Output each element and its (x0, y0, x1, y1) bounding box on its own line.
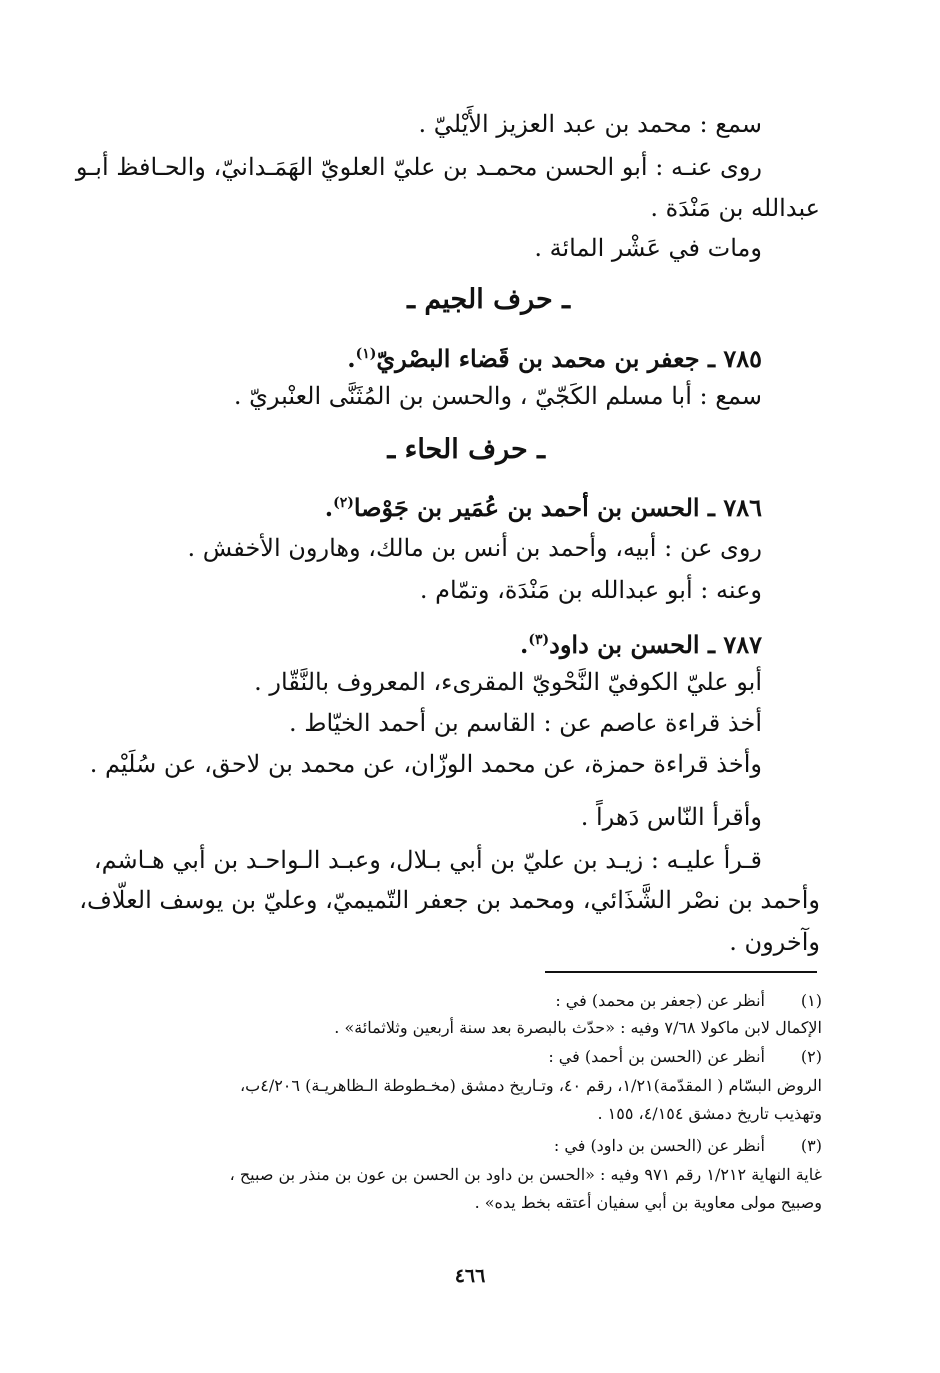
entry-785-title (347, 337, 762, 376)
text-line-death: ومات في عَشْر المائة . (534, 234, 762, 262)
footnote-3-line: وصبيح مولى معاوية بن أبي سفيان أعتقه بخط يده» . (474, 1193, 822, 1212)
entry-785-end: . (347, 344, 356, 373)
entry-787-nisba: أبو عليّ الكوفيّ النَّحْويّ المقرىء، المعروف بالنَّقّار . (254, 668, 762, 696)
section-heading-ha: ـ حرف الحاء ـ (387, 434, 545, 465)
entry-787-aqraa: وأقرأ النّاس دَهراً . (580, 803, 762, 831)
footnote-2-line: وتهذيب تاريخ دمشق ٤/١٥٤، ١٥٥ . (597, 1104, 822, 1123)
entry-785-name: ٧٨٥ ـ جعفر بن محمد بن قَضاء البصْريّ (376, 344, 762, 373)
entry-786-title (325, 486, 762, 525)
page-number: ٤٦٦ (454, 1265, 486, 1287)
footnote-separator (545, 971, 817, 973)
footnote-1-number: (١) (800, 991, 822, 1010)
entry-787-akharun: وآخرون . (729, 928, 820, 956)
footnote-3-line: غاية النهاية ١/٢١٢ رقم ٩٧١ وفيه : «الحسن بن داود بن الحسن بن عون بن منذر بن صبيح ، (229, 1165, 822, 1184)
text-line-abdallah: عبدالله بن مَنْدَة . (650, 194, 820, 222)
entry-787-end: . (520, 630, 529, 659)
footnote-1-line: الإكمال لابن ماكولا ٧/٦٨ وفيه : «حدّث بالبصرة بعد سنة أربعين وثلاثمائة» . (334, 1018, 822, 1037)
entry-787-name: ٧٨٧ ـ الحسن بن داود (549, 630, 762, 659)
entry-787-hamza: وأخذ قراءة حمزة، عن محمد الوزّان، عن محمد بن لاحق، عن سُلَيْم . (89, 750, 762, 778)
section-heading-jim: ـ حرف الجيم ـ (407, 284, 570, 315)
footnote-1-line: أنظر عن (جعفر بن محمد) في : (555, 991, 765, 1010)
entry-786-name: ٧٨٦ ـ الحسن بن أحمد بن عُمَير بن جَوْصا (353, 493, 762, 522)
entry-786-rawa-an: روى عن : أبيه، وأحمد بن أنس بن مالك، وهارون الأخفش . (187, 534, 762, 562)
entry-787-asim: أخذ قراءة عاصم عن : القاسم بن أحمد الخيّاط . (289, 709, 762, 737)
entry-786-end: . (324, 493, 334, 522)
entry-786-anhu: وعنه : أبو عبدالله بن مَنْدَة، وتمّام . (419, 576, 762, 604)
footnote-3-number: (٣) (800, 1136, 822, 1155)
text-line-sami: سمع : محمد بن عبد العزيز الأَيْليّ . (418, 110, 762, 138)
footnote-ref-1: (١) (355, 346, 377, 362)
entry-787-ahmad-nasr: وأحمد بن نصْر الشَّذَائي، ومحمد بن جعفر التّميميّ، وعليّ بن يوسف العلّاف، (79, 886, 820, 914)
entry-785-sami: سمع : أبا مسلم الكَجّيّ ، والحسن بن المُثَنَّى العنْبريّ . (233, 382, 762, 410)
footnote-ref-2: (٢) (333, 495, 354, 511)
footnote-2-number: (٢) (800, 1047, 822, 1066)
entry-787-title (520, 623, 762, 662)
footnote-2-line: أنظر عن (الحسن بن أحمد) في : (548, 1047, 765, 1066)
footnote-3-line: أنظر عن (الحسن بن داود) في : (553, 1136, 765, 1155)
footnote-2-line: الروض البسّام ( المقدّمة)١/٢١، رقم ٤٠، وتـاريخ دمشق (مخـطوطة الـظاهريـة) ٤/٢٠٦ب، (239, 1076, 822, 1095)
entry-787-qaraa-alayhi: قـرأ عليـه : زيـد بن عليّ بن أبي بـلال، وعبـد الـواحـد بن أبي هـاشم، (93, 846, 762, 874)
text-line-rawa-anhu: روى عنـه : أبو الحسن محمـد بن عليّ العلويّ الهَمَـدانيّ، والحـافظ أبـو (75, 153, 762, 181)
footnote-ref-3: (٣) (528, 632, 550, 648)
